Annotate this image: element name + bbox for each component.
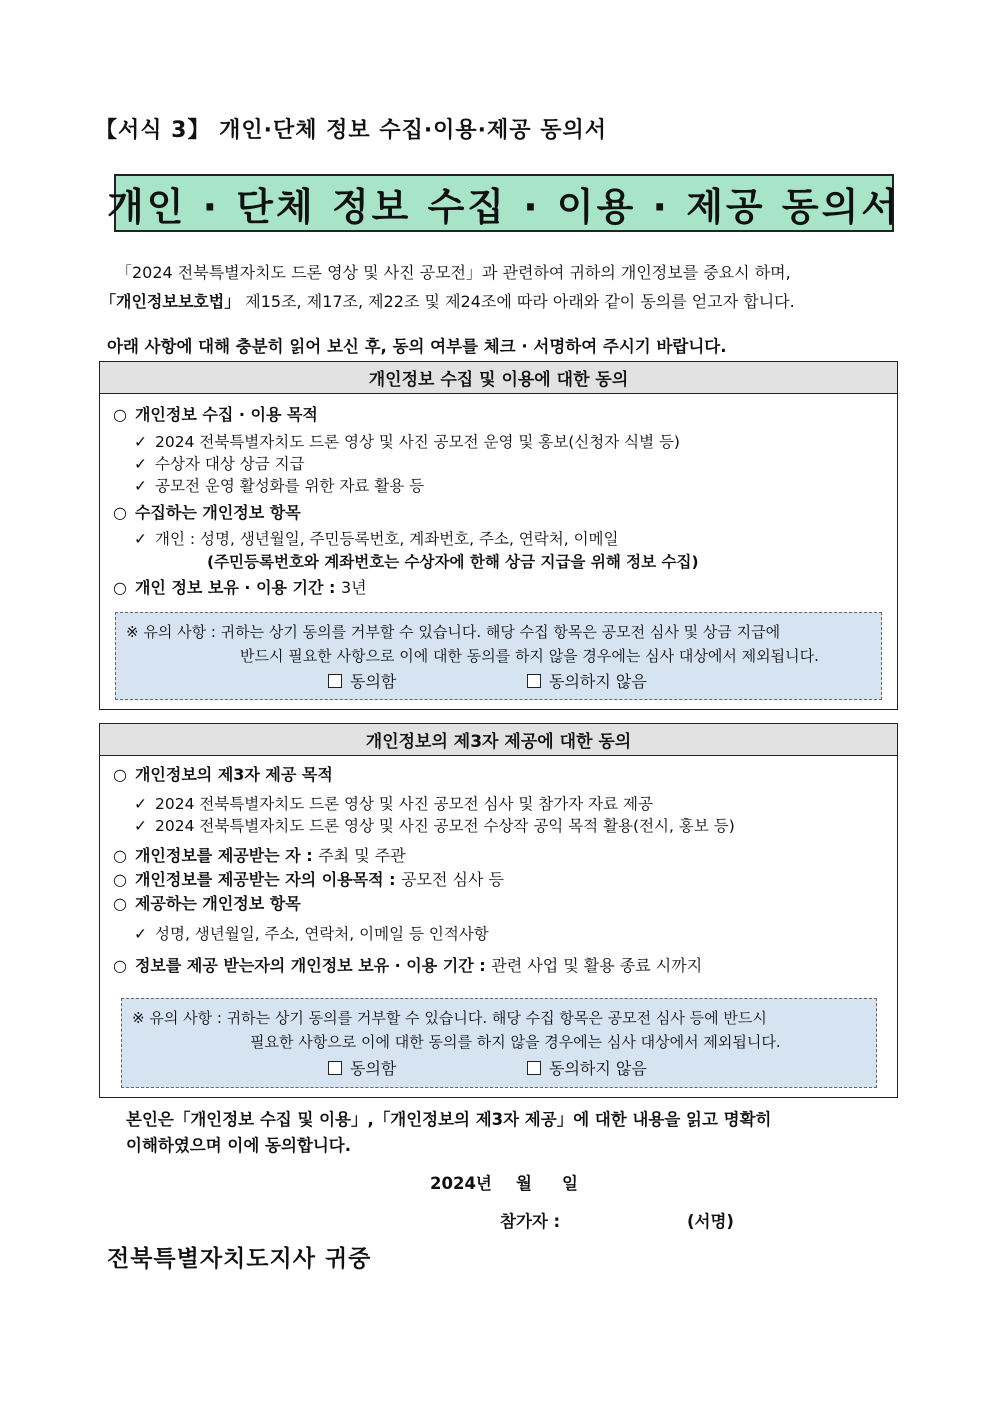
list-item-text: 2024 전북특별자치도 드론 영상 및 사진 공모전 수상작 공익 목적 활용(전시, 홍보 등) [155, 817, 735, 835]
circle-bullet-icon: ○ [113, 894, 127, 913]
items-note: (주민등록번호와 계좌번호는 수상자에 한해 상금 지급을 위해 정보 수집) [207, 553, 699, 571]
date-month: 월 [516, 1174, 532, 1193]
agree-checkbox[interactable] [328, 669, 396, 692]
list-item-text: 개인 : 성명, 생년월일, 주민등록번호, 계좌번호, 주소, 연락처, 이메일 [155, 530, 619, 548]
circle-bullet-icon: ○ [113, 846, 127, 865]
list-item-text: 공모전 운영 활성화를 위한 자료 활용 등 [155, 477, 425, 495]
intro-paragraph [100, 258, 900, 316]
third-party-consent-section [99, 723, 898, 1098]
items-title: 제공하는 개인정보 항목 [134, 894, 301, 913]
circle-bullet-icon: ○ [113, 765, 127, 784]
list-item-text: 성명, 생년월일, 주소, 연락처, 이메일 등 인적사항 [155, 925, 489, 943]
intro-line-2 [100, 287, 900, 316]
check-mark-icon: ✓ [134, 477, 147, 495]
list-item [134, 527, 619, 549]
notice-line-1: ※ 유의 사항 : 귀하는 상기 동의를 거부할 수 있습니다. 해당 수집 항목은 공모전 심사 및 상금 지급에 [126, 623, 781, 641]
circle-bullet-icon: ○ [113, 503, 127, 522]
collection-consent-section [99, 361, 898, 710]
notice-box [121, 998, 877, 1088]
purpose-title: 개인정보의 제3자 제공 목적 [134, 765, 333, 784]
agree-checkbox[interactable] [328, 1056, 396, 1079]
recipient-value: 주최 및 주관 [318, 846, 406, 865]
circle-bullet-icon: ○ [113, 870, 127, 889]
confirmation-line-1: 본인은「개인정보 수집 및 이용」,「개인정보의 제3자 제공」에 대한 내용을 읽고 명확히 [126, 1110, 772, 1129]
check-mark-icon: ✓ [134, 817, 147, 835]
signature-label: (서명) [687, 1212, 734, 1231]
recipient-heading [113, 843, 406, 866]
addressee: 전북특별자치도지사 귀중 [107, 1246, 372, 1272]
list-item [134, 814, 735, 836]
checkbox-icon[interactable] [328, 674, 342, 688]
list-item [134, 922, 489, 944]
check-mark-icon: ✓ [134, 795, 147, 813]
items-title: 수집하는 개인정보 항목 [134, 503, 301, 522]
purpose-heading [113, 762, 333, 785]
section-header: 개인정보의 제3자 제공에 대한 동의 [100, 724, 897, 756]
intro-line-2-rest: 제15조, 제17조, 제22조 및 제24조에 따라 아래와 같이 동의를 얻고자 합니다. [240, 292, 795, 311]
law-name: 「개인정보보호법」 [100, 292, 241, 311]
confirmation-line-2: 이해하였으며 이에 동의합니다. [126, 1136, 351, 1155]
notice-line-2: 필요한 사항으로 이에 대한 동의를 하지 않을 경우에는 심사 대상에서 제외됩니다. [250, 1033, 781, 1051]
participant-label: 참가자 : [500, 1212, 561, 1231]
notice-line-2: 반드시 필요한 사항으로 이에 대한 동의를 하지 않을 경우에는 심사 대상에서 제외됩니다. [240, 647, 819, 665]
notice-line-1: ※ 유의 사항 : 귀하는 상기 동의를 거부할 수 있습니다. 해당 수집 항목은 공모전 심사 등에 반드시 [132, 1009, 767, 1027]
period-value: 관련 사업 및 활용 종료 시까지 [491, 956, 703, 975]
period-value: 3년 [341, 578, 367, 597]
notice-box [115, 612, 882, 700]
period-title: 정보를 제공 받는자의 개인정보 보유 · 이용 기간 : [134, 956, 492, 975]
purpose-title: 개인정보 수집 · 이용 목적 [134, 405, 318, 424]
period-heading [113, 953, 702, 976]
form-label: 【서식 3】 개인·단체 정보 수집·이용·제공 동의서 [95, 118, 607, 143]
period-heading [113, 575, 367, 598]
list-item-text: 수상자 대상 상금 지급 [155, 455, 305, 473]
checkbox-icon[interactable] [328, 1061, 342, 1075]
circle-bullet-icon: ○ [113, 405, 127, 424]
recipient-title: 개인정보를 제공받는 자 : [134, 846, 319, 865]
document-title: 개인 · 단체 정보 수집 · 이용 · 제공 동의서 [114, 174, 894, 232]
disagree-checkbox[interactable] [527, 669, 647, 692]
date-day: 일 [562, 1174, 578, 1193]
agree-label: 동의함 [350, 1059, 397, 1078]
confirmation-text [126, 1107, 772, 1159]
use-value: 공모전 심사 등 [401, 870, 504, 889]
list-item [134, 792, 653, 814]
participant-name-field[interactable] [590, 1208, 680, 1230]
disagree-label: 동의하지 않음 [549, 1059, 647, 1078]
use-purpose-heading [113, 867, 504, 890]
purpose-heading [113, 402, 318, 425]
use-title: 개인정보를 제공받는 자의 이용목적 : [134, 870, 402, 889]
circle-bullet-icon: ○ [113, 578, 127, 597]
date-year: 2024년 [430, 1174, 492, 1193]
agree-label: 동의함 [350, 672, 397, 691]
intro-line-1: 「2024 전북특별자치도 드론 영상 및 사진 공모전」과 관련하여 귀하의 개인정보를 중요시 하며, [116, 263, 791, 282]
instruction-text: 아래 사항에 대해 충분히 읽어 보신 후, 동의 여부를 체크 · 서명하여 주시기 바랍니다. [107, 337, 727, 356]
items-heading [113, 891, 301, 914]
disagree-label: 동의하지 않음 [549, 672, 647, 691]
checkbox-icon[interactable] [527, 1061, 541, 1075]
checkbox-icon[interactable] [527, 674, 541, 688]
period-title: 개인 정보 보유 · 이용 기간 : [134, 578, 341, 597]
check-mark-icon: ✓ [134, 925, 147, 943]
list-item [134, 474, 424, 496]
list-item [134, 452, 305, 474]
list-item-text: 2024 전북특별자치도 드론 영상 및 사진 공모전 심사 및 참가자 자료 제공 [155, 795, 653, 813]
circle-bullet-icon: ○ [113, 956, 127, 975]
check-mark-icon: ✓ [134, 530, 147, 548]
check-mark-icon: ✓ [134, 433, 147, 451]
disagree-checkbox[interactable] [527, 1056, 647, 1079]
section-header: 개인정보 수집 및 이용에 대한 동의 [100, 362, 897, 394]
list-item-text: 2024 전북특별자치도 드론 영상 및 사진 공모전 운영 및 홍보(신청자 식별 등) [155, 433, 680, 451]
check-mark-icon: ✓ [134, 455, 147, 473]
items-heading [113, 500, 301, 523]
list-item [134, 430, 680, 452]
